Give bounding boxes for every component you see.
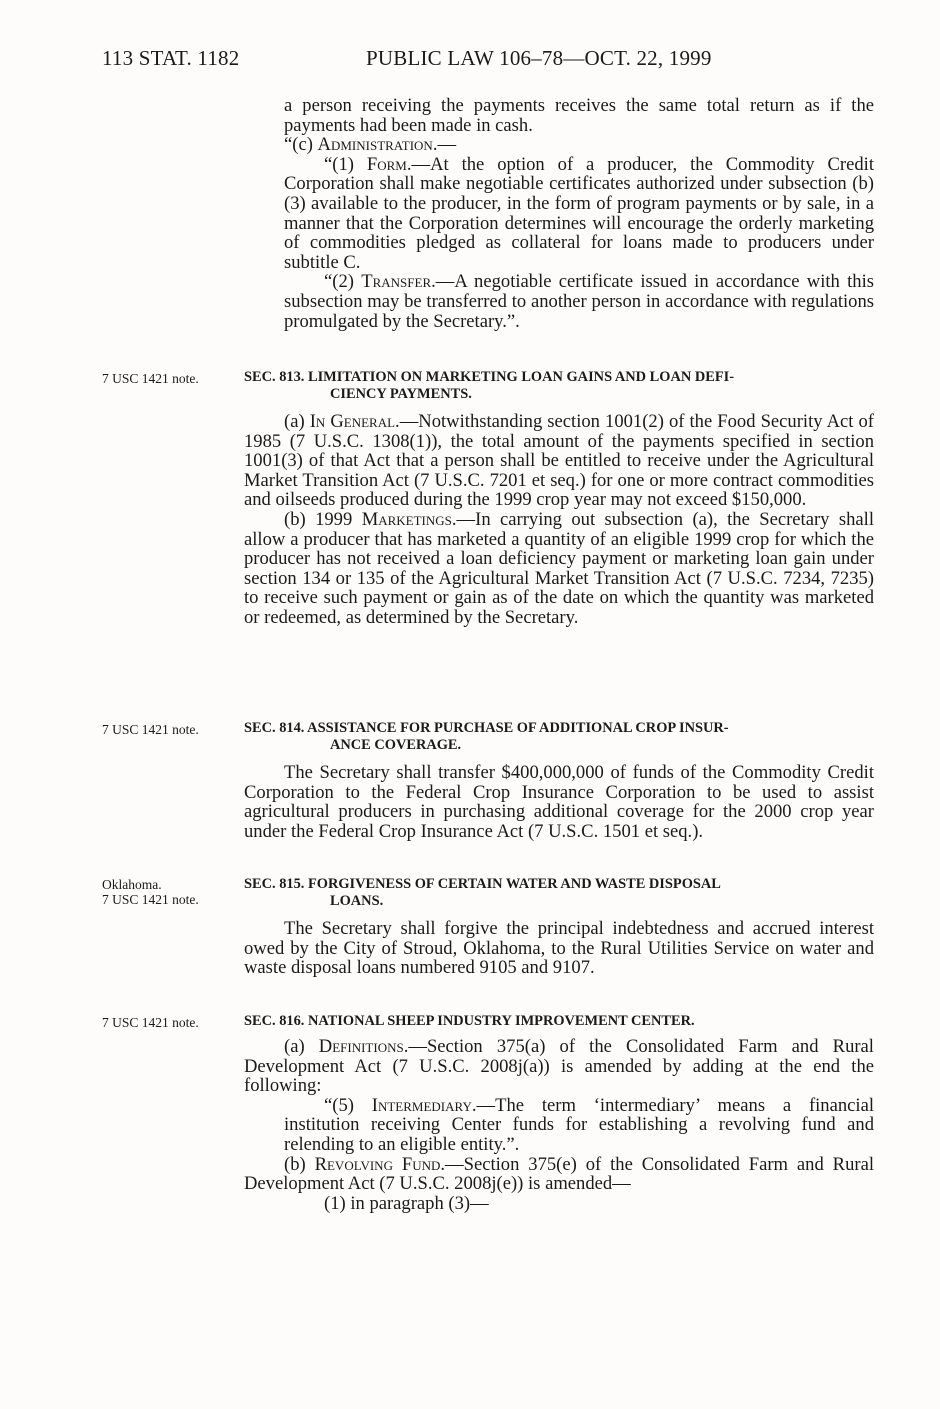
paragraph-item-1: (1) in paragraph (3)— [324,1192,489,1214]
subsection-head: Administration [317,134,433,156]
subsection-label: (a) [284,1036,319,1057]
paragraph-label: “(2) [324,271,362,293]
section-813-body [244,412,874,628]
subsection-label: (b) 1999 [284,508,362,530]
paragraph-label: “(5) [324,1094,372,1116]
subsection-head: Definitions [318,1036,404,1057]
subsection-text: .—Section 375(a) of the Consolidated Farm and Rural Development Act (7 U.S.C. 2008j(a)) is amended by adding at the end the following: [244,1036,874,1097]
subsection-c-heading [244,135,874,155]
heading-line: SEC. 814. ASSISTANCE FOR PURCHASE OF ADDITIONAL CROP INSUR- [244,720,729,736]
subsection-head: In General [309,411,396,432]
subsection-text: .—In carrying out subsection (a), the Secretary shall allow a producer that has marketed a quantity of an eligible 1999 crop for which the producer has not received a loan deficiency payment or marketing loan gain under section 134 or 135 of the Agricultural Market Transition Act (7 U.S.C. 7234, 7235) to receive such payment or gain as of the date on which the quantity was marketed or redeemed, as determined by the Secretary. [244,508,874,628]
section-815-heading [244,876,874,910]
paragraph-form [244,155,874,273]
section-text: The Secretary shall transfer $400,000,000 of funds of the Commodity Credit Corporation to the Federal Crop Insurance Corporation to be used to assist agricultural producers in purchasing additional coverage for the 2000 crop year under the Federal Crop Insurance Act (7 U.S.C. 1501 et seq.). [244,762,874,842]
heading-line: SEC. 815. FORGIVENESS OF CERTAIN WATER AND WASTE DISPOSAL [244,876,721,892]
heading-line: LOANS. [330,893,384,909]
subsection-label: (b) [284,1153,315,1175]
subsection-a [244,1037,874,1096]
paragraph-head: Form [366,153,407,175]
subsection-head: Revolving Fund [314,1153,441,1175]
paragraph-transfer [244,272,874,331]
heading-line: ANCE COVERAGE. [330,737,462,753]
paragraph-text: .—A negotiable certificate issued in accordance with this subsection may be transferred to another person in accordance with regulations promulgated by the Secretary.”. [284,271,875,332]
subsection-dash: .— [432,134,457,156]
section-815-body [244,919,874,978]
section-816-body [244,1037,874,1213]
subsection-text: .—Notwithstanding section 1001(2) of the Food Security Act of 1985 (7 U.S.C. 1308(1)), the total amount of the payments specified in section 1001(3) of that Act that a person shall be entitled to receive under the Agricultural Market Transition Act (7 U.S.C. 7201 et seq.) for one or more contract commodities and oilseeds produced during the 1999 crop year may not exceed $150,000. [244,411,874,511]
margin-line: Oklahoma. [102,877,162,892]
margin-note-816: 7 USC 1421 note. [102,1015,199,1030]
paragraph-label: “(1) [324,153,367,175]
heading-line: CIENCY PAYMENTS. [330,386,472,402]
section-text: The Secretary shall forgive the principal indebtedness and accrued interest owed by the City of Stroud, Oklahoma, to the Rural Utilities Service on water and waste disposal loans numbered 9105 and 9107. [244,918,874,979]
continuation-block [244,96,874,331]
public-law-header: PUBLIC LAW 106–78—OCT. 22, 1999 [366,46,712,70]
section-816-heading: SEC. 816. NATIONAL SHEEP INDUSTRY IMPROVEMENT CENTER. [244,1013,695,1029]
subsection-label: “(c) [284,134,318,156]
subsection-head: Marketings [361,508,452,530]
subsection-label: (a) [284,411,310,432]
subsection-text: .—Section 375(e) of the Consolidated Farm and Rural Development Act (7 U.S.C. 2008j(e)) is amended— [244,1153,874,1195]
paragraph-intermediary [244,1096,874,1155]
margin-note-814: 7 USC 1421 note. [102,722,199,737]
paragraph-head: Intermediary [371,1094,472,1116]
continuation-paragraph: a person receiving the payments receives the same total return as if the payments had been made in cash. [284,95,874,136]
section-814-heading [244,720,874,754]
margin-note-815 [102,877,199,907]
subsection-b [244,1155,874,1194]
statute-page-number: 113 STAT. 1182 [102,46,240,70]
subsection-b [244,510,874,628]
section-814-body [244,763,874,841]
section-813-heading [244,369,874,403]
paragraph-text: .—The term ‘intermediary’ means a financial institution receiving Center funds for establishing a revolving fund and relending to an eligible entity.”. [284,1094,874,1155]
margin-line: 7 USC 1421 note. [102,892,199,907]
subsection-a [244,412,874,510]
heading-line: SEC. 813. LIMITATION ON MARKETING LOAN GAINS AND LOAN DEFI- [244,369,734,385]
margin-note-813: 7 USC 1421 note. [102,371,199,386]
paragraph-text: .—At the option of a producer, the Commodity Credit Corporation shall make negotiable certificates authorized under subsection (b)(3) available to the producer, in the form of program payments or by sale, in a manner that the Corporation determines will encourage the orderly marketing of commodities pledged as collateral for loans made to producers under subtitle C. [284,153,874,273]
paragraph-head: Transfer [361,271,432,293]
